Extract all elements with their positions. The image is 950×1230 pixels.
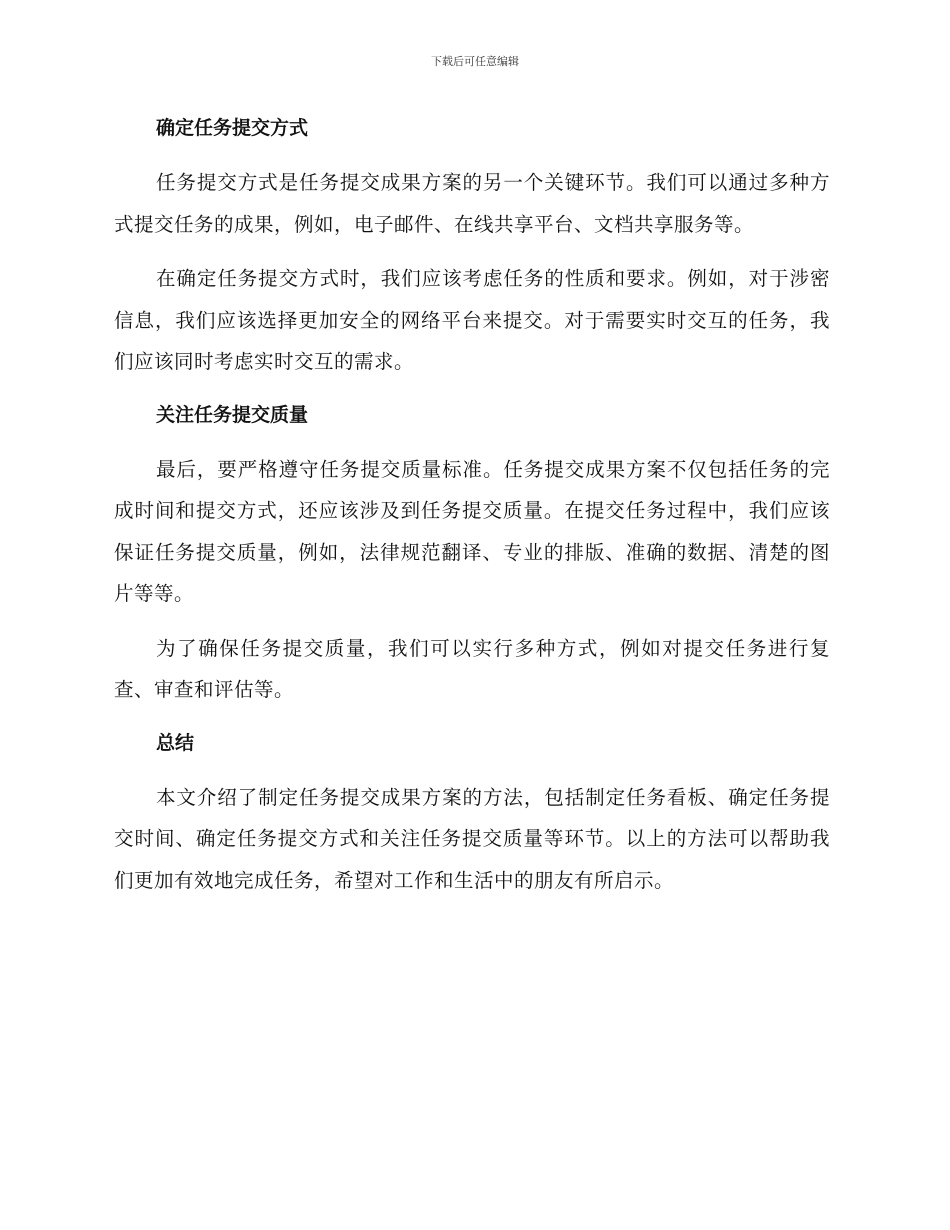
section-heading-summary: 总结 bbox=[156, 731, 195, 754]
section-heading-submission-method: 确定任务提交方式 bbox=[156, 117, 309, 139]
section-heading-submission-quality: 关注任务提交质量 bbox=[156, 403, 309, 426]
paragraph: 本文介绍了制定任务提交成果方案的方法，包括制定任务看板、确定任务提交时间、确定任务提交方式和关注任务提交质量等环节。以上的方法可以帮助我们更加有效地完成任务，希望对工作和生活中的朋友有所启示。 bbox=[114, 785, 830, 892]
paragraph: 为了确保任务提交质量，我们可以实行多种方式，例如对提交任务进行复查、审查和评估等。 bbox=[114, 636, 830, 701]
paragraph: 在确定任务提交方式时，我们应该考虑任务的性质和要求。例如，对于涉密信息，我们应该选择更加安全的网络平台来提交。对于需要实时交互的任务，我们应该同时考虑实时交互的需求。 bbox=[114, 267, 830, 373]
paragraph: 最后，要严格遵守任务提交质量标准。任务提交成果方案不仅包括任务的完成时间和提交方式，还应该涉及到任务提交质量。在提交任务过程中，我们应该保证任务提交质量，例如，法律规范翻译、专业的排版、准确的数据、清楚的图片等等。 bbox=[114, 457, 830, 605]
document-body bbox=[114, 107, 830, 901]
running-header: 下载后可任意编辑 bbox=[431, 55, 519, 68]
paragraph: 任务提交方式是任务提交成果方案的另一个关键环节。我们可以通过多种方式提交任务的成果，例如，电子邮件、在线共享平台、文档共享服务等。 bbox=[114, 171, 830, 236]
